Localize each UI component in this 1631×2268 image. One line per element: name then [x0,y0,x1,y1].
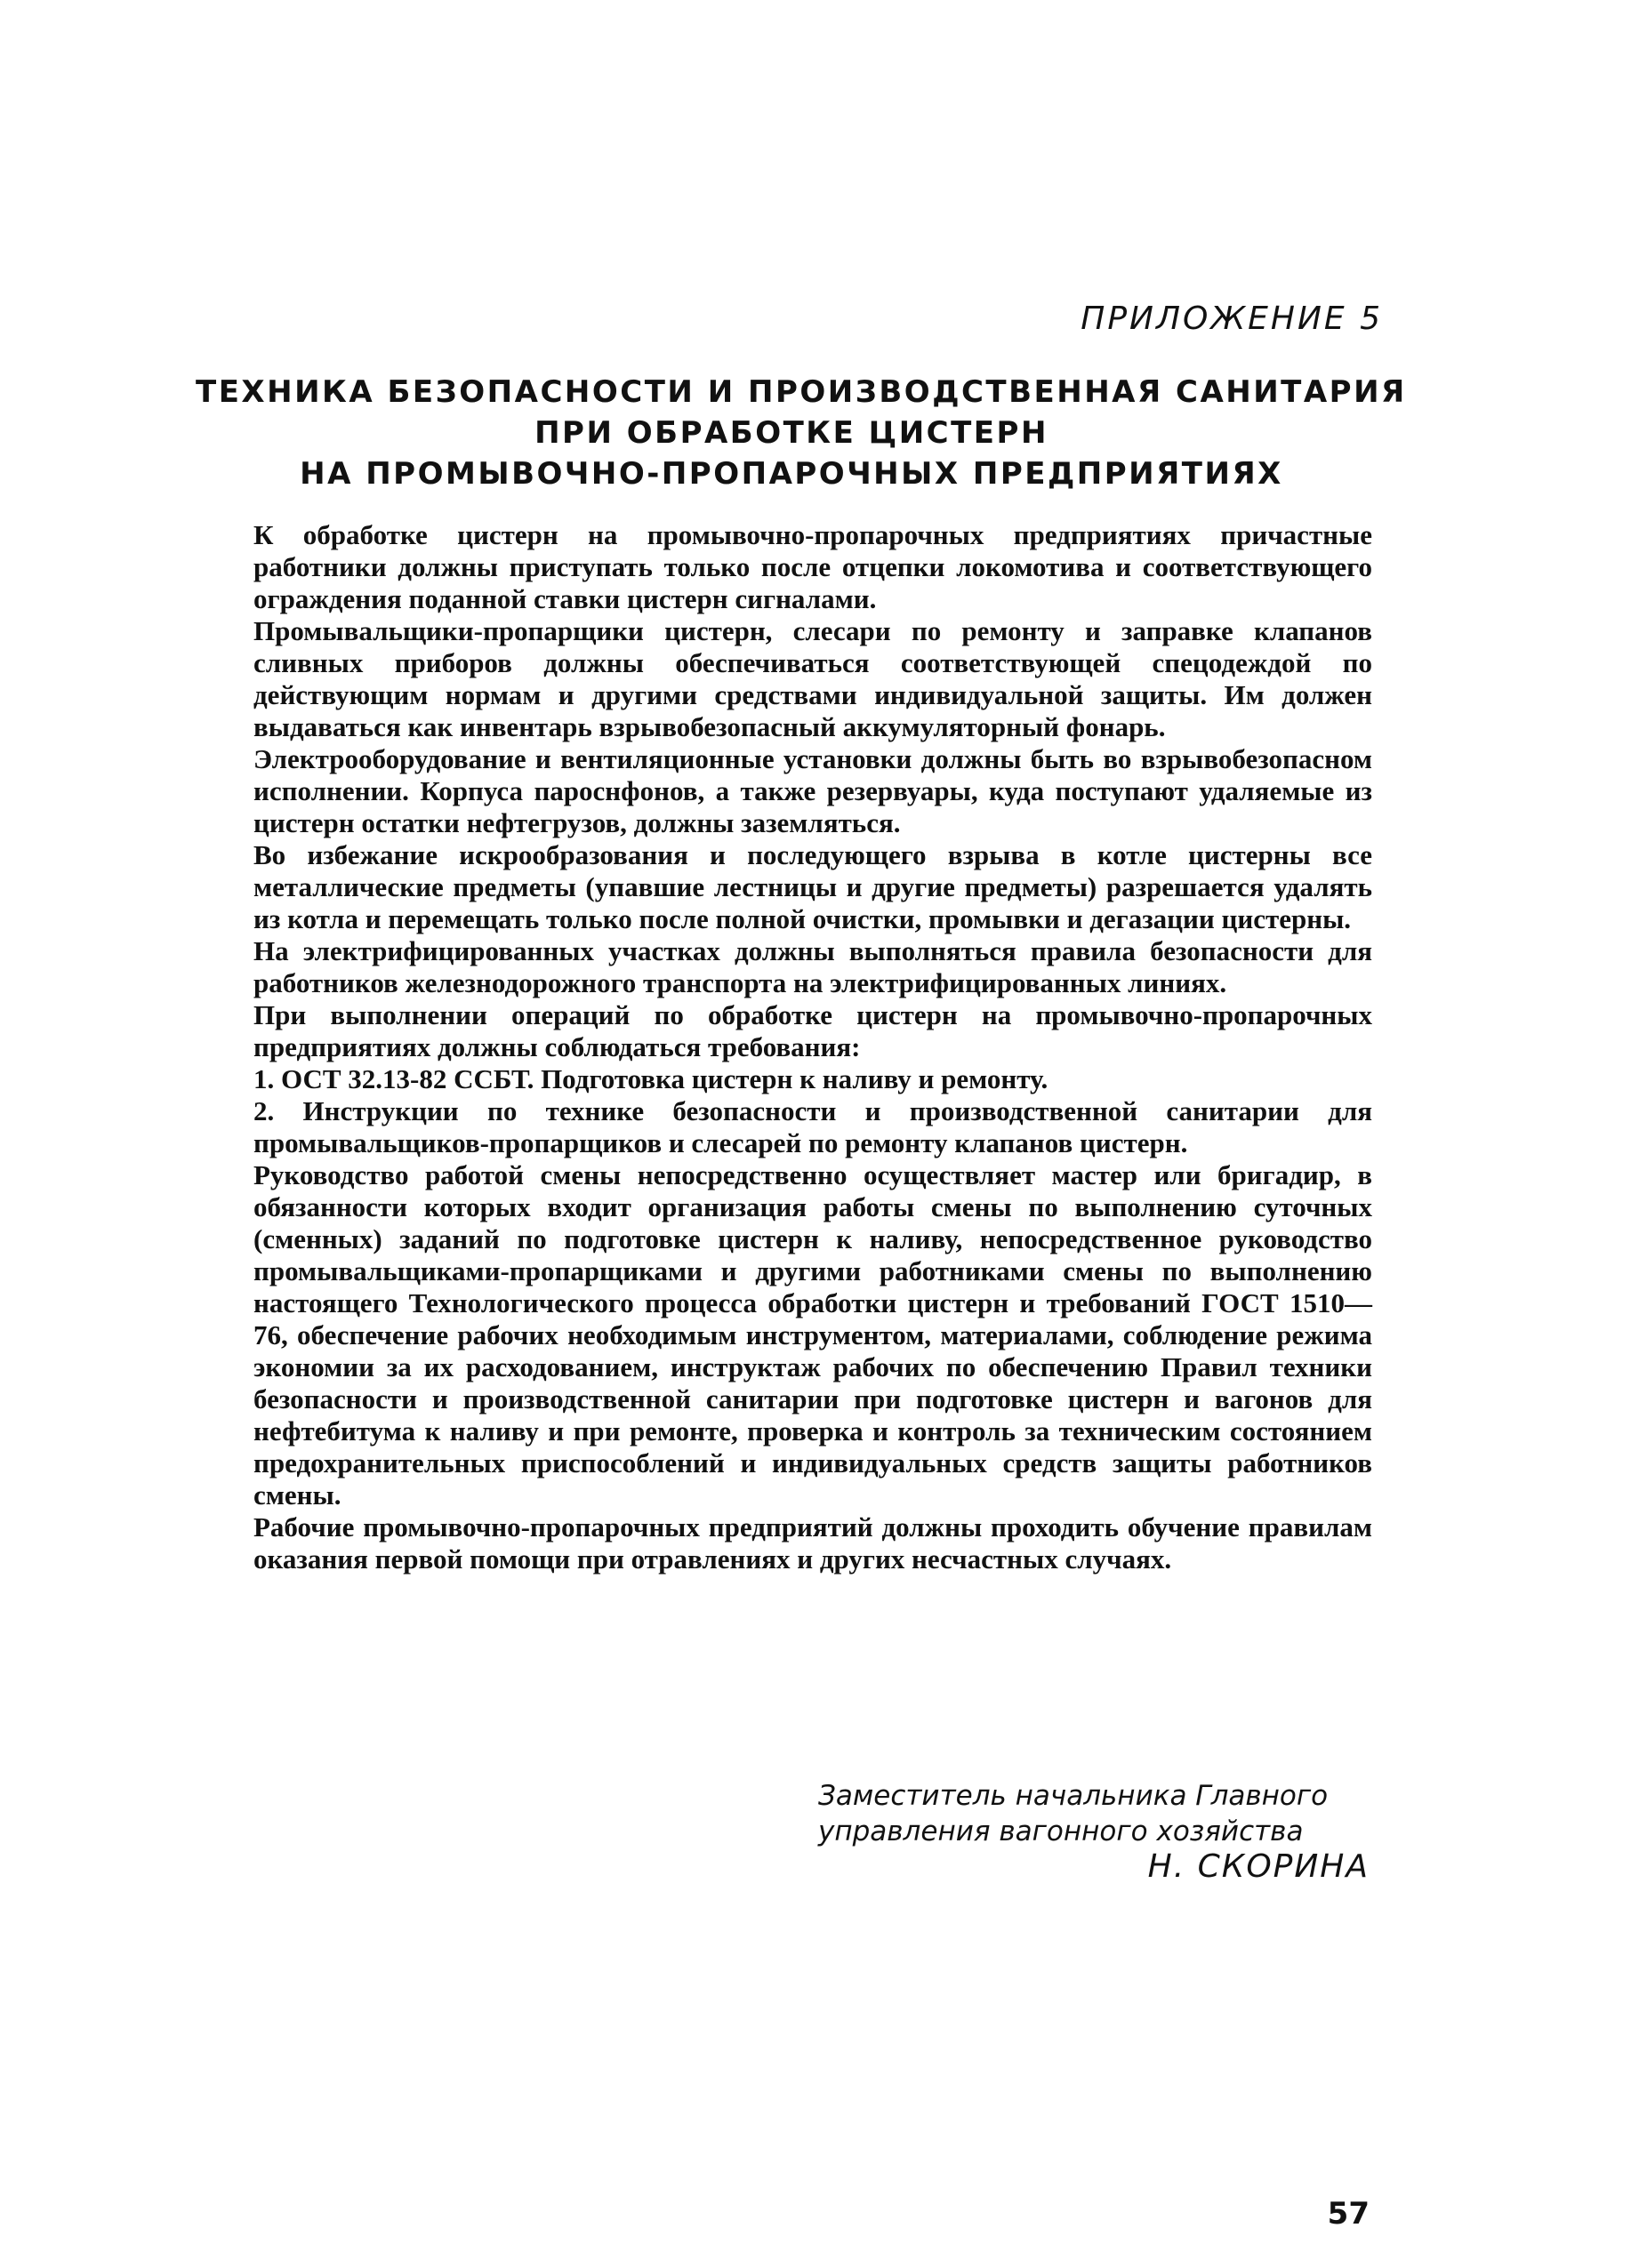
paragraph-4-text: Во избежание искрообразования и последующего взрыва в котле цистерны все металлические предметы (упавшие лестницы и другие предметы) разрешается удалять из котла и перемещать только после полной очистки, промывки и дегазации цистерны. [253,839,1372,934]
paragraph-6 [253,999,1372,1063]
paragraph-6-text: При выполнении операций по обработке цистерн на промывочно-пропарочных предприятиях должны соблюдаться требования: [253,999,1372,1062]
appendix-label: ПРИЛОЖЕНИЕ 5 [1081,301,1383,337]
paragraph-2 [253,615,1372,743]
list-item-1-text: 1. ОСТ 32.13-82 ССБТ. Подготовка цистерн к наливу и ремонту. [253,1063,1048,1094]
paragraph-3-text: Электрооборудование и вентиляционные установки должны быть во взрывобезопасном исполнении. Корпуса пароснфонов, а также резервуары, куда поступают удаляемые из цистерн остатки нефтегрузов, должны заземляться. [253,743,1372,838]
paragraph-4 [253,839,1372,935]
paragraph-7 [253,1159,1372,1511]
paragraph-5-text: На электрифицированных участках должны выполняться правила безопасности для работников железнодорожного транспорта на электрифицированных линиях. [253,935,1372,998]
document-body [253,519,1372,1575]
document-title [196,372,1407,494]
signature-position-line-2: управления вагонного хозяйства [818,1815,1304,1847]
signature-position-line-1: Заместитель начальника Главного [818,1780,1329,1812]
paragraph-1-text: К обработке цистерн на промывочно-пропарочных предприятиях причастные работники должны приступать только после отцепки локомотива и соответствующего ограждения поданной ставки цистерн сигналами. [253,519,1372,614]
paragraph-5 [253,935,1372,999]
signature-block [800,1778,1370,1885]
title-line-1: ТЕХНИКА БЕЗОПАСНОСТИ И ПРОИЗВОДСТВЕННАЯ САНИТАРИЯ [196,374,1407,410]
list-item-1 [253,1063,1372,1095]
paragraph-8 [253,1511,1372,1575]
list-item-2 [253,1095,1372,1159]
title-line-2: ПРИ ОБРАБОТКЕ ЦИСТЕРН [534,415,1048,451]
page-number: 57 [1327,2196,1370,2232]
paragraph-2-text: Промывальщики-пропарщики цистерн, слесари по ремонту и заправке клапанов сливных приборов должны обеспечиваться соответствующей спецодеждой по действующим нормам и другими средствами индивидуальной защиты. Им должен выдаваться как инвентарь взрывобезопасный аккумуляторный фонарь. [253,615,1372,742]
list-item-2-text: 2. Инструкции по технике безопасности и производственной санитарии для промывальщиков-пропарщиков и слесарей по ремонту клапанов цистерн. [253,1095,1372,1158]
paragraph-7-text: Руководство работой смены непосредственно осуществляет мастер или бригадир, в обязанности которых входит организация работы смены по выполнению суточных (сменных) заданий по подготовке цистерн к наливу, непосредственное руководство промывальщиками-пропарщиками и другими работниками смены по выполнению настоящего Технологического процесса обработки цистерн и требований ГОСТ 1510—76, обеспечение рабочих необходимым инструментом, материалами, соблюдение режима экономии за их расходованием, инструктаж рабочих по обеспечению Правил техники безопасности и производственной санитарии при подготовке цистерн и вагонов для нефтебитума к наливу и при ремонте, проверка и контроль за техническим состоянием предохранительных приспособлений и индивидуальных средств защиты работников смены. [253,1159,1372,1511]
paragraph-1 [253,519,1372,615]
signature-name: Н. СКОРИНА [1147,1848,1370,1885]
paragraph-3 [253,743,1372,839]
title-line-3: НА ПРОМЫВОЧНО-ПРОПАРОЧНЫХ ПРЕДПРИЯТИЯХ [300,456,1283,492]
paragraph-8-text: Рабочие промывочно-пропарочных предприятий должны проходить обучение правилам оказания первой помощи при отравлениях и других несчастных случаях. [253,1511,1372,1575]
